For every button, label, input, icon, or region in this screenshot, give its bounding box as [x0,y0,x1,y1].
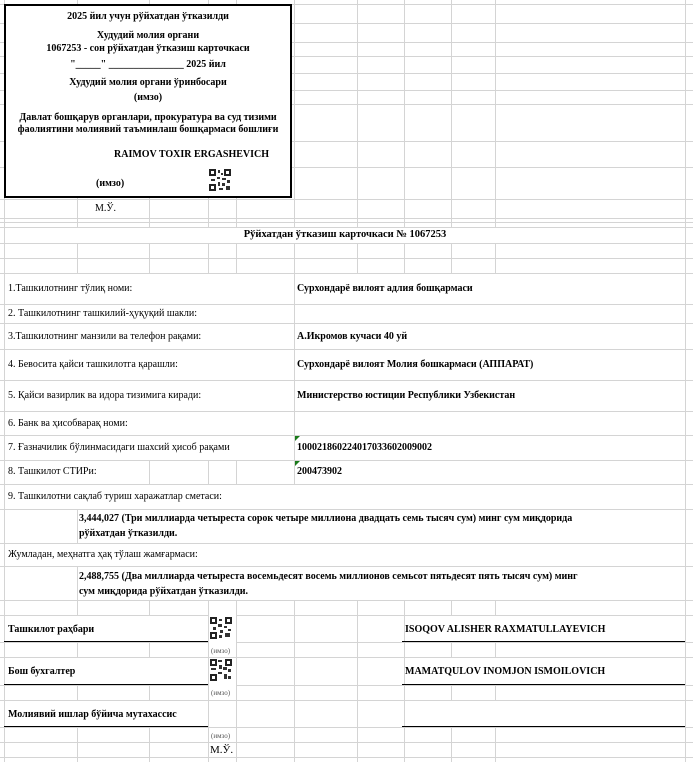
qr-code-icon [209,169,231,191]
name-underline [402,684,685,685]
qr-code-icon [210,617,232,639]
field-value-address: А.Икромов кучаси 40 уй [297,331,408,342]
name-underline [402,726,685,727]
field-label-full-name: 1.Ташкилотнинг тўлиқ номи: [8,283,133,294]
footer-stamp-place-label: М.Ў. [210,744,234,756]
signature-underline [4,684,208,685]
signature-label-accountant: (имзо) [211,689,231,697]
regional-finance-body-text: Худудий молия органи [96,30,200,41]
signature-underline [4,726,208,727]
signature-role-accountant: Бош бухгалтер [8,666,76,677]
field-value-full-name: Сурхондарё вилоят адлия бошқармаси [297,283,473,294]
comment-marker-icon [295,436,300,441]
estimate-amount-line-2: рўйхатдан ўтказилди. [79,528,178,539]
estimate-amount-line-1: 3,444,027 (Три миллиарда четыреста сорок четыре миллиона двадцать семь тысяч сум) минг сум миқдорида [79,513,573,524]
registered-year-text: 2025 йил учун рўйхатдан ўтказилди [67,11,229,22]
card-number-text: 1067253 - сон рўйхатдан ўтказиш карточкаси [46,43,250,54]
signature-role-specialist: Молиявий ишлар бўйича мутахассис [8,709,177,720]
field-label-bank: 6. Банк ва ҳисобварақ номи: [8,418,128,429]
payroll-amount-line-2: сум миқдорида рўйхатдан ўтказилди. [79,586,249,597]
estimate-label: 9. Ташкилотни сақлаб туриш харажатлар сметаси: [8,491,222,502]
deputy-title-text: Худудий молия органи ўринбосари [69,77,227,88]
signature-label: (имзо) [133,92,163,103]
field-label-parent-org: 4. Бевосита қайси ташкилотга қарашли: [8,359,178,370]
field-value-treasury-account: 100021860224017033602009002 [297,442,432,453]
signature-label-specialist: (имзо) [211,732,231,740]
field-label-address: 3.Ташкилотнинг манзили ва телефон рақами: [8,331,202,342]
department-line-1: Давлат бошқарув органлари, прокуратура ва суд тизими [19,112,277,123]
field-value-parent-org: Сурхондарё вилоят Молия бошкармаси (АППАРАТ) [297,359,534,370]
signature-name-head: ISOQOV ALISHER RAXMATULLAYEVICH [405,624,606,635]
stamp-place-label: М.Ў. [95,203,116,214]
qr-code-icon [210,659,232,681]
field-label-ministry: 5. Қайси вазирлик ва идора тизимига киради: [8,390,202,401]
official-name: RAIMOV TOXIR ERGASHEVICH [114,149,270,160]
payroll-amount-line-1: 2,488,755 (Два миллиарда четыреста восемьдесят восемь миллионов семьсот пятьдесят пять тысяч сум) минг [79,571,578,582]
date-line-text: "_____" _______________ 2025 йил [70,59,226,70]
payroll-label: Жумладан, меҳнатга ҳақ тўлаш жамғармаси: [8,549,198,560]
field-value-tin: 200473902 [297,466,342,477]
signature-label-head: (имзо) [211,647,231,655]
signature-role-head: Ташкилот раҳбари [8,624,95,635]
card-title: Рўйхатдан ўтказиш карточкаси № 1067253 [243,229,447,240]
signature-underline [4,641,208,642]
department-line-2: фаолиятини молиявий таъминлаш бошқармаси бошлиғи [17,124,279,135]
field-label-legal-form: 2. Ташкилотнинг ташкилий-ҳуқуқий шакли: [8,308,197,319]
field-label-treasury-account: 7. Ғазначилик бўлинмасидаги шахсий ҳисоб рақами [8,442,230,453]
field-label-tin: 8. Ташкилот СТИРи: [8,466,97,477]
signature-name-accountant: MAMATQULOV INOMJON ISMOILOVICH [405,666,606,677]
official-signature-label: (имзо) [96,178,125,189]
field-value-ministry: Министерство юстиции Республики Узбекистан [297,390,516,401]
name-underline [402,641,685,642]
